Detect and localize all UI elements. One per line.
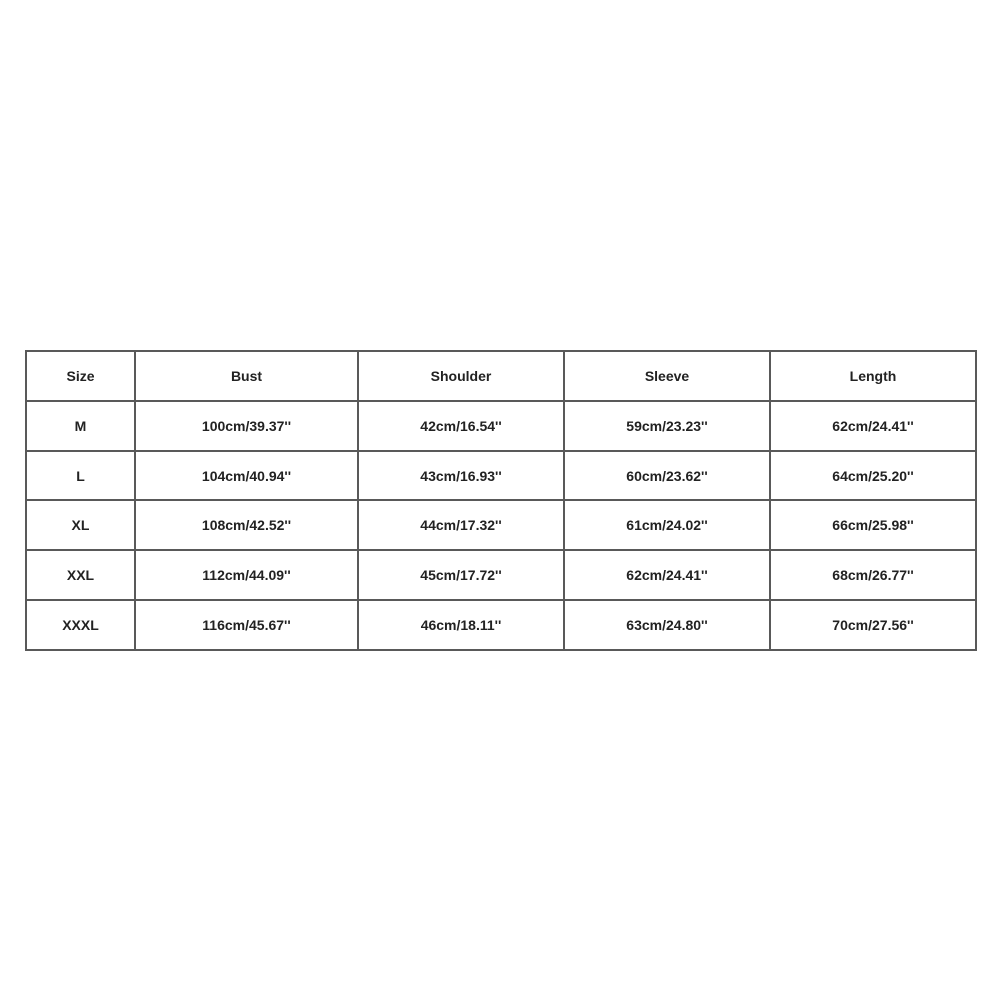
length-cell: 64cm/25.20'' [770, 451, 976, 501]
shoulder-cell: 46cm/18.11'' [358, 600, 564, 650]
sleeve-cell: 59cm/23.23'' [564, 401, 770, 451]
sleeve-cell: 60cm/23.62'' [564, 451, 770, 501]
sleeve-cell: 61cm/24.02'' [564, 500, 770, 550]
length-cell: 70cm/27.56'' [770, 600, 976, 650]
sleeve-cell: 63cm/24.80'' [564, 600, 770, 650]
bust-cell: 104cm/40.94'' [135, 451, 358, 501]
header-shoulder: Shoulder [358, 351, 564, 401]
size-cell: M [26, 401, 135, 451]
size-cell: XL [26, 500, 135, 550]
header-bust: Bust [135, 351, 358, 401]
bust-cell: 100cm/39.37'' [135, 401, 358, 451]
shoulder-cell: 44cm/17.32'' [358, 500, 564, 550]
shoulder-cell: 45cm/17.72'' [358, 550, 564, 600]
size-cell: XXL [26, 550, 135, 600]
bust-cell: 116cm/45.67'' [135, 600, 358, 650]
sleeve-cell: 62cm/24.41'' [564, 550, 770, 600]
table-row [26, 550, 976, 600]
bust-cell: 108cm/42.52'' [135, 500, 358, 550]
shoulder-cell: 42cm/16.54'' [358, 401, 564, 451]
table-row [26, 401, 976, 451]
table-header-row [26, 351, 976, 401]
bust-cell: 112cm/44.09'' [135, 550, 358, 600]
length-cell: 66cm/25.98'' [770, 500, 976, 550]
table-row [26, 500, 976, 550]
length-cell: 68cm/26.77'' [770, 550, 976, 600]
header-length: Length [770, 351, 976, 401]
header-size: Size [26, 351, 135, 401]
header-sleeve: Sleeve [564, 351, 770, 401]
size-cell: XXXL [26, 600, 135, 650]
table-row [26, 600, 976, 650]
length-cell: 62cm/24.41'' [770, 401, 976, 451]
table-row [26, 451, 976, 501]
size-cell: L [26, 451, 135, 501]
size-chart-table [25, 350, 977, 651]
shoulder-cell: 43cm/16.93'' [358, 451, 564, 501]
